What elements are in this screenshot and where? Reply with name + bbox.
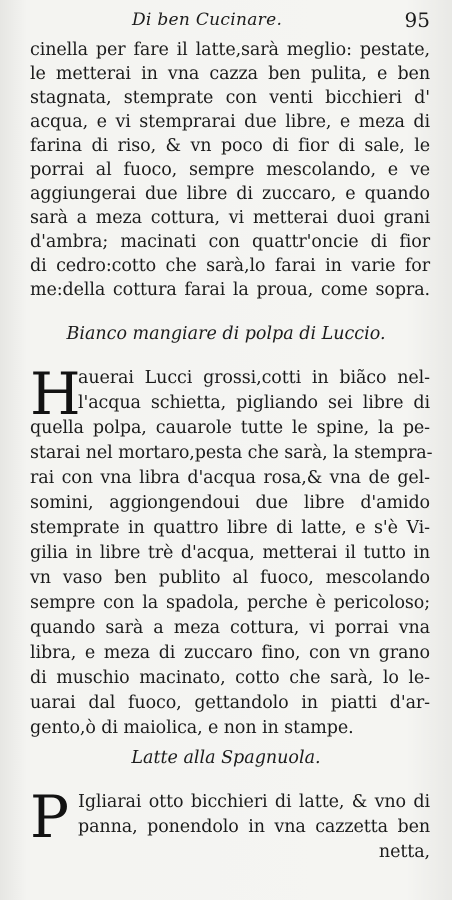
text-line: sempre con la spadola, perche è pericoloso; — [30, 593, 430, 613]
text-line: stagnata, stemprate con venti bicchieri d' — [30, 88, 430, 108]
recipe-title: Latte alla Spagnuola. — [131, 748, 321, 768]
text-line: libra, e meza di zuccaro fino, con vn grano — [30, 643, 430, 663]
text-line: rai con vna libra d'acqua rosa,& vna de gel- — [30, 468, 430, 488]
text-line: stemprate in quattro libre di latte, e s'è Vi- — [30, 518, 430, 538]
running-head: Di ben Cucinare. — [132, 10, 283, 30]
text-line: acqua, e vi stemprarai due libre, e meza di — [30, 112, 430, 132]
text-line: sarà a meza cottura, vi metterai duoi grani — [30, 208, 430, 228]
drop-cap: H — [30, 360, 81, 428]
text-line: gento,ò di maiolica, e non in stampe. — [30, 718, 354, 738]
text-line: me:della cottura farai la proua, come sopra. — [30, 280, 430, 300]
text-line: uarai dal fuoco, gettandolo in piatti d'ar- — [30, 693, 430, 713]
text-line: aggiungerai due libre di zuccaro, e quando — [30, 184, 430, 204]
drop-cap: P — [30, 783, 70, 851]
text-line: di cedro:cotto che sarà,lo farai in varie for — [30, 256, 430, 276]
page-number: 95 — [404, 8, 430, 32]
text-line: d'ambra; macinati con quattr'oncie di fior — [30, 232, 430, 252]
text-line: panna, ponendolo in vna cazzetta ben — [78, 817, 430, 837]
page-header — [0, 4, 452, 36]
text-line: le metterai in vna cazza ben pulita, e ben — [30, 64, 430, 84]
text-line: somini, aggiongendoui due libre d'amido — [30, 493, 430, 513]
text-line: vn vaso ben publito al fuoco, mescolando — [30, 568, 430, 588]
text-line: di muschio macinato, cotto che sarà, lo le- — [30, 668, 430, 688]
recipe-title: Bianco mangiare di polpa di Luccio. — [66, 324, 386, 344]
text-line: quella polpa, cauarole tutte le spine, la pe- — [30, 418, 430, 438]
text-line: auerai Lucci grossi,cotti in biãco nel- — [78, 368, 430, 388]
text-line: gilia in libre trè d'acqua, metterai il tutto in — [30, 543, 430, 563]
text-line: farina di riso, & vn poco di fior di sale, le — [30, 136, 430, 156]
text-line: quando sarà a meza cottura, vi porrai vna — [30, 618, 430, 638]
text-line: Igliarai otto bicchieri di latte, & vno di — [78, 792, 430, 812]
text-line: cinella per fare il latte,sarà meglio: pestate, — [30, 40, 430, 60]
text-line: starai nel mortaro,pesta che sarà, la stempra- — [30, 443, 433, 463]
text-line: netta, — [378, 842, 430, 862]
text-line: porrai al fuoco, sempre mescolando, e ve — [30, 160, 430, 180]
text-line: l'acqua schietta, pigliando sei libre di — [78, 393, 430, 413]
